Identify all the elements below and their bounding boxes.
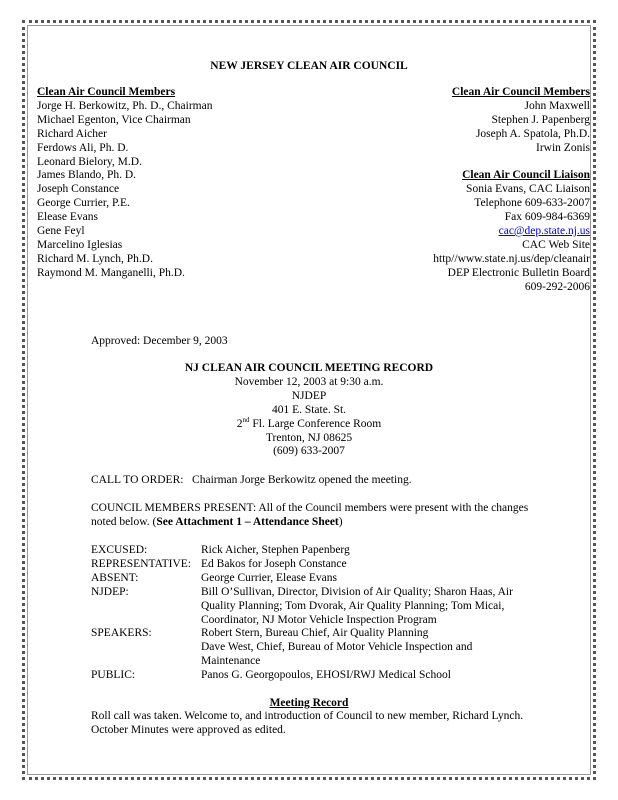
- liaison-fax: Fax 609-984-6369: [504, 211, 590, 224]
- member-name: James Blando, Ph. D.: [37, 169, 137, 182]
- liaison-name: Sonia Evans, CAC Liaison: [466, 183, 590, 196]
- member-name: John Maxwell: [524, 99, 590, 112]
- roster-label: ABSENT:: [91, 571, 139, 584]
- members-present: [91, 502, 531, 530]
- web-site-url: http//www.state.nj.us/dep/cleanair: [433, 252, 590, 265]
- members-right-header: Clean Air Council Members: [451, 86, 590, 98]
- roster-label: EXCUSED:: [91, 544, 148, 556]
- call-to-order: CALL TO ORDER: Chairman Jorge Berkowitz opened the meeting.: [91, 474, 412, 486]
- members-present-text: COUNCIL MEMBERS PRESENT: All of the Council members were present with the changes noted below. (: [91, 502, 529, 528]
- meeting-floor-suffix: nd: [242, 415, 250, 424]
- meeting-org: NJDEP: [291, 389, 327, 402]
- members-present-close: ): [338, 515, 343, 528]
- roster-value: Ed Bakos for Joseph Constance: [201, 557, 347, 570]
- roster-label: REPRESENTATIVE:: [91, 557, 192, 570]
- member-name: Gene Feyl: [37, 225, 85, 238]
- web-site-label: CAC Web Site: [522, 238, 590, 251]
- bulletin-board-phone: 609-292-2006: [524, 280, 590, 293]
- document-title: NEW JERSEY CLEAN AIR COUNCIL: [210, 60, 408, 72]
- roster-label: NJDEP:: [91, 585, 129, 598]
- approved-date: Approved: December 9, 2003: [91, 335, 228, 347]
- meeting-floor-number: 2: [236, 417, 243, 430]
- roster-row: [91, 572, 521, 586]
- attendance-sheet-reference: See Attachment 1 – Attendance Sheet: [156, 515, 339, 528]
- meeting-record-text: Roll call was taken. Welcome to, and introduction of Council to new member, Richard Lynch. October Minutes were approved as edited.: [91, 710, 524, 736]
- member-name: Leonard Bielory, M.D.: [37, 155, 142, 168]
- roster-row: [91, 558, 521, 572]
- meeting-city: Trenton, NJ 08625: [265, 431, 353, 444]
- roster-value: Panos G. Georgopoulos, EHOSI/RWJ Medical School: [201, 669, 451, 682]
- members-left-header: Clean Air Council Members: [37, 86, 176, 98]
- member-name: Jorge H. Berkowitz, Ph. D., Chairman: [37, 99, 213, 112]
- member-name: Joseph Constance: [37, 183, 120, 196]
- member-name: Irwin Zonis: [536, 141, 590, 154]
- roster-row: [91, 544, 521, 558]
- member-name: Joseph A. Spatola, Ph.D.: [475, 127, 590, 140]
- member-name: Ferdows Ali, Ph. D.: [37, 141, 129, 154]
- roster-value: Bill O’Sullivan, Director, Division of Air Quality; Sharon Haas, Air Quality Planning; Tom Dvorak, Air Quality Planning; Tom Micai, Coordinator, NJ Motor Vehicle Inspection Program: [201, 585, 513, 626]
- members-right-column: [433, 86, 590, 295]
- members-left-column: [37, 86, 212, 281]
- roster-label: PUBLIC:: [91, 669, 136, 682]
- roster-value: George Currier, Elease Evans: [201, 571, 337, 584]
- member-name: Richard M. Lynch, Ph.D.: [37, 252, 153, 265]
- liaison-telephone: Telephone 609-633-2007: [474, 197, 590, 210]
- meeting-record-heading: Meeting Record: [269, 697, 349, 709]
- roster-value: Rick Aicher, Stephen Papenberg: [201, 544, 350, 556]
- roster-row: [91, 641, 521, 669]
- roster-value: Dave West, Chief, Bureau of Motor Vehicle Inspection and Maintenance: [201, 641, 473, 668]
- meeting-heading: NJ CLEAN AIR COUNCIL MEETING RECORD: [184, 362, 434, 374]
- meeting-phone: (609) 633-2007: [273, 445, 345, 458]
- member-name: Marcelino Iglesias: [37, 238, 123, 251]
- roster-label: [91, 641, 201, 669]
- roster-row: [91, 669, 521, 683]
- member-name: Michael Egenton, Vice Chairman: [37, 113, 191, 126]
- roster-value: Robert Stern, Bureau Chief, Air Quality Planning: [201, 627, 429, 640]
- meeting-room: [0, 415, 618, 432]
- meeting-info-block: [0, 362, 618, 459]
- liaison-email-link[interactable]: cac@dep.state.nj.us: [498, 225, 590, 238]
- meeting-street: 401 E. State. St.: [271, 403, 347, 416]
- member-name: Stephen J. Papenberg: [491, 113, 590, 126]
- meeting-date: November 12, 2003 at 9:30 a.m.: [234, 375, 384, 388]
- member-name: George Currier, P.E.: [37, 197, 130, 210]
- roster-label: SPEAKERS:: [91, 627, 152, 640]
- attendance-roster: [91, 544, 521, 683]
- bulletin-board-label: DEP Electronic Bulletin Board: [447, 266, 590, 279]
- meeting-floor-rest: Fl. Large Conference Room: [249, 417, 382, 430]
- roster-row: [91, 586, 521, 628]
- roster-row: [91, 627, 521, 641]
- member-name: Richard Aicher: [37, 127, 107, 140]
- liaison-header: Clean Air Council Liaison: [462, 169, 590, 182]
- member-name: Elease Evans: [37, 211, 98, 224]
- member-name: Raymond M. Manganelli, Ph.D.: [37, 266, 185, 279]
